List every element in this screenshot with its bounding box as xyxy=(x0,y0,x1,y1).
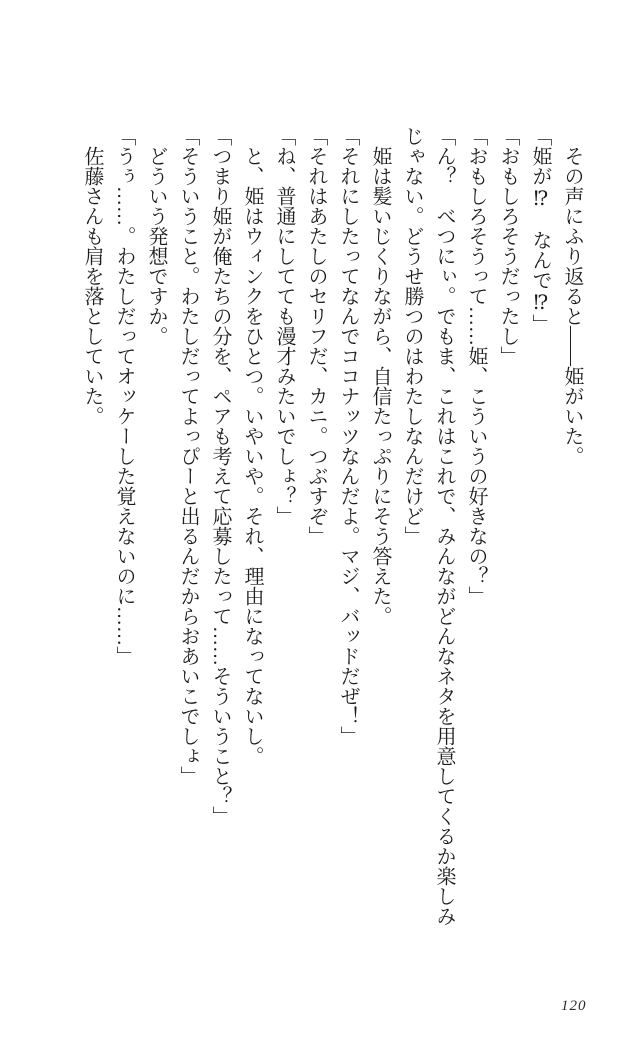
paragraph: と、姫はウィンクをひとつ。いやいや。それ、理由になってないし。 xyxy=(241,146,263,766)
paragraph: 姫は髪いじくりながら、自信たっぷりにそう答えた。 xyxy=(369,146,391,626)
paragraph: 佐藤さんも肩を落としていた。 xyxy=(81,146,103,426)
paragraph: 「おもしろそうだったし」 xyxy=(497,126,519,366)
paragraph: その声にふり返ると――姫がいた。 xyxy=(561,146,583,466)
paragraph: 「それはあたしのセリフだ、カニ。つぶすぞ」 xyxy=(305,126,327,546)
paragraph: 「ね、普通にしてても漫才みたいでしょ？」 xyxy=(273,126,295,526)
paragraph: 「つまり姫が俺たちの分を、ペアも考えて応募したって……そういうこと？」 xyxy=(209,126,231,826)
page-number: 120 xyxy=(561,998,587,1014)
paragraph: 「おもしろそうって……姫、こういうの好きなの？」 xyxy=(465,126,487,606)
text-area xyxy=(76,126,588,930)
paragraph: どういう発想ですか。 xyxy=(145,146,167,346)
paragraph: 「姫が⁉ なんで⁉」 xyxy=(529,126,551,334)
paragraph: 「うぅ……。わたしだってオッケーした覚えないのに……」 xyxy=(113,126,135,666)
paragraph: 「ん？ べつにぃ。でもま、これはこれで、みんながどんなネタを用意してくるか楽しみじゃない。どうせ勝つのはわたしなんだけど」 xyxy=(401,126,455,926)
paragraph: 「それにしたってなんでココナッツなんだよ。マジ、バッドだぜ！」 xyxy=(337,126,359,746)
paragraph: 「そういうこと。わたしだってよっぴーと出るんだからおあいこでしょ」 xyxy=(177,126,199,786)
